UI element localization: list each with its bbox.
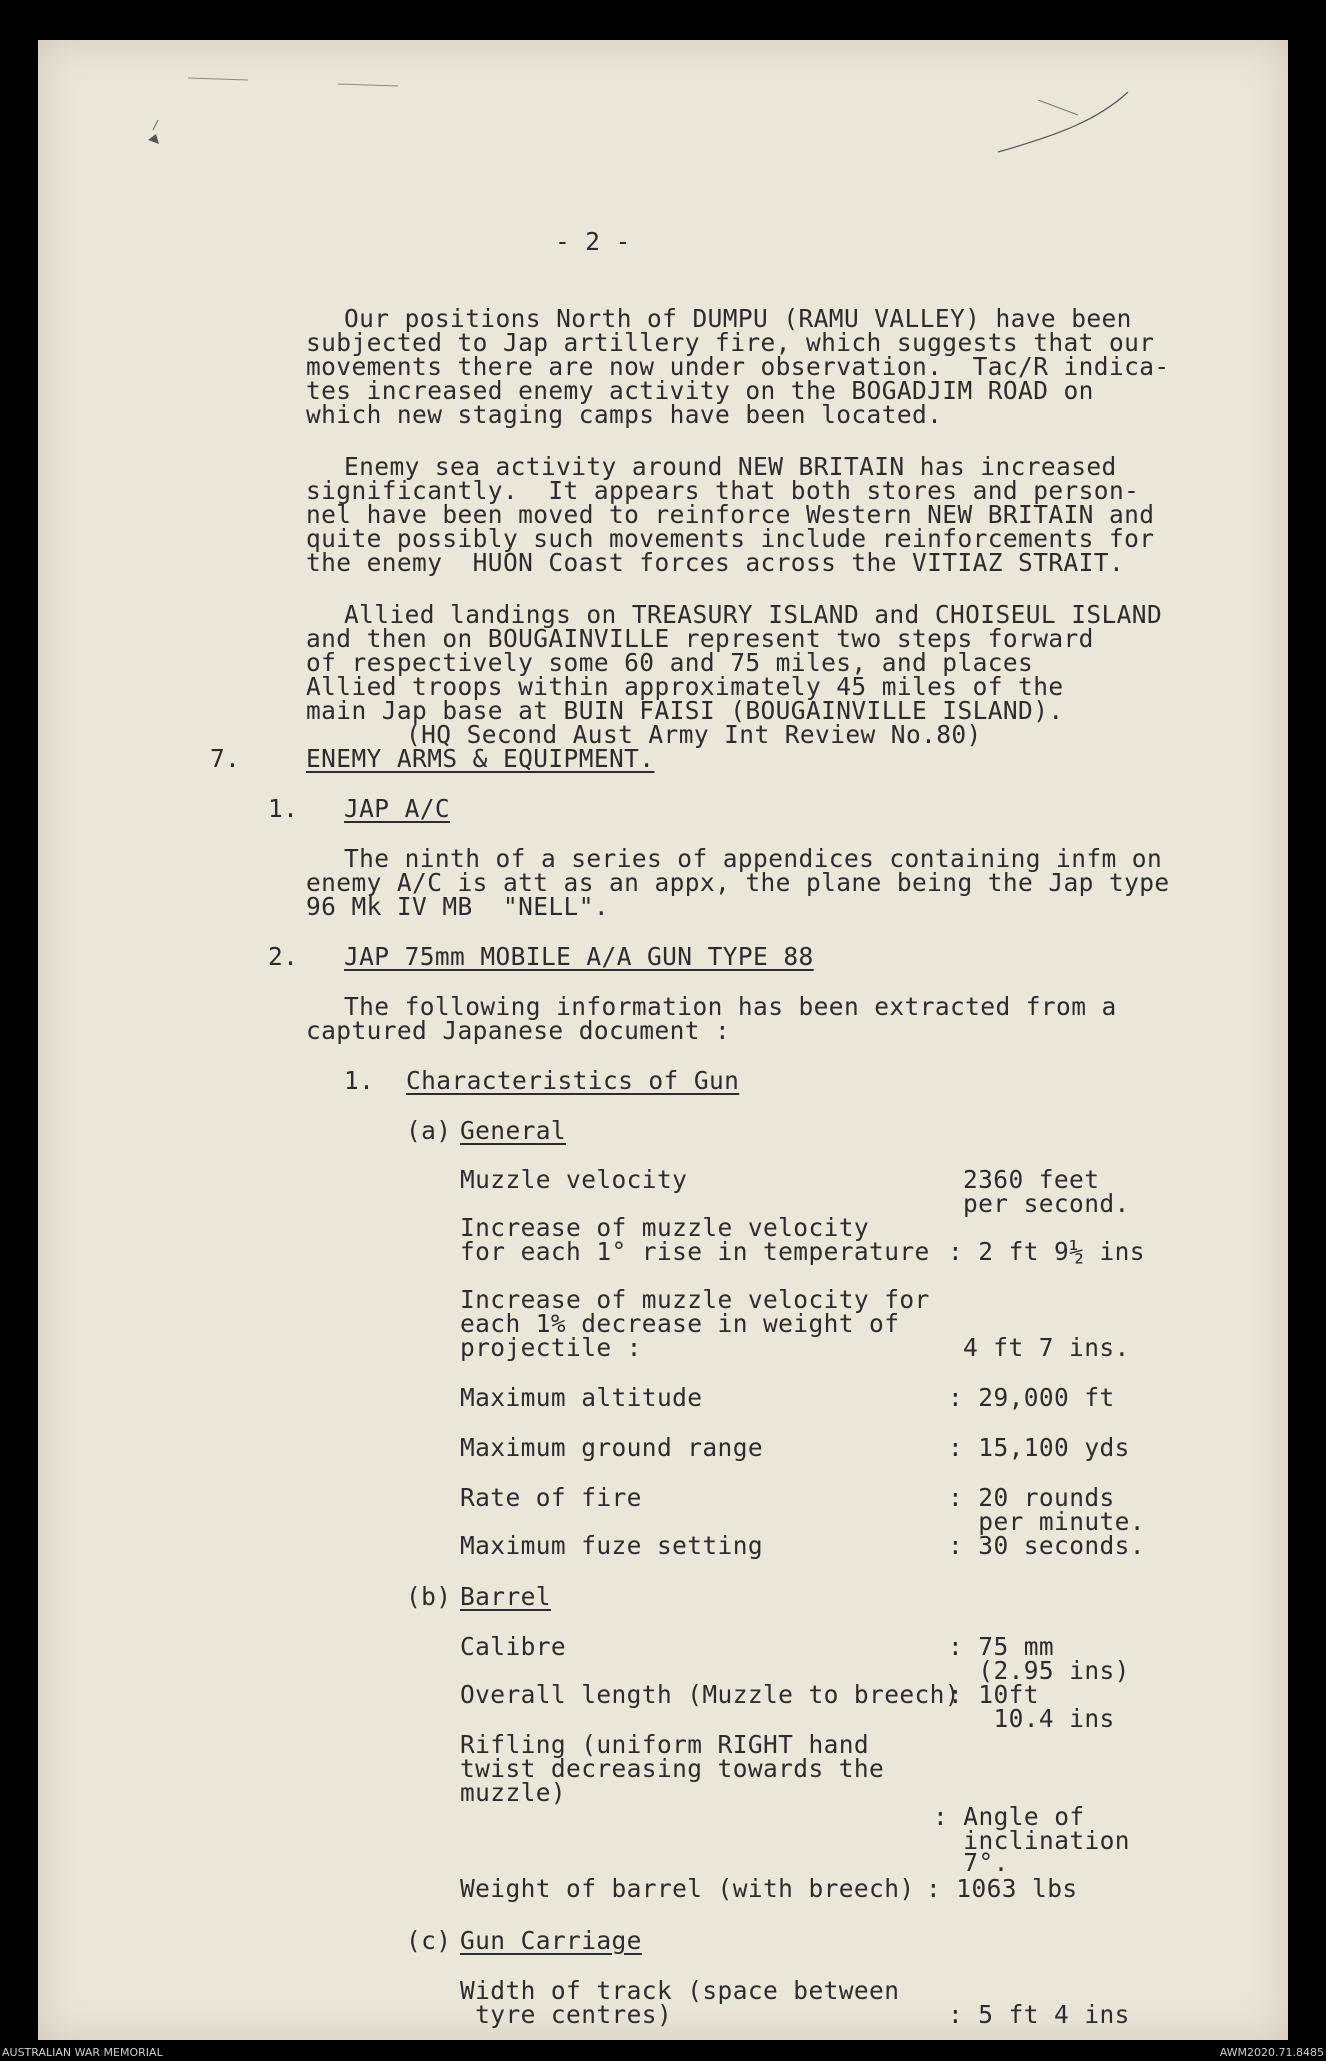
spec-value: : 75 mm [948, 1632, 1055, 1661]
item1-line: The ninth of a series of appendices containing infm on [344, 844, 1163, 873]
spec-label: Weight of barrel (with breech) [460, 1874, 915, 1903]
spec-value: (2.95 ins) [948, 1656, 1130, 1685]
subsection-label: (b) [406, 1582, 452, 1611]
subitem-title: Characteristics of Gun [406, 1066, 740, 1095]
para1-line: Our positions North of DUMPU (RAMU VALLEY) have been [344, 304, 1132, 333]
spec-label: Maximum altitude [460, 1383, 703, 1412]
para1-line: movements there are now under observation. Tac/R indica- [306, 352, 1170, 381]
para1-line: subjected to Jap artillery fire, which suggests that our [306, 328, 1155, 357]
spec-value: : 20 rounds [948, 1483, 1115, 1512]
para3-line: Allied troops within approximately 45 miles of the [306, 672, 1064, 701]
subsection-title: Gun Carriage [460, 1926, 642, 1955]
para1-line: tes increased enemy activity on the BOGADJIM ROAD on [306, 376, 1094, 405]
spec-label: tyre centres) [460, 2000, 673, 2029]
item-title: JAP 75mm MOBILE A/A GUN TYPE 88 [344, 942, 814, 971]
spec-label: Maximum fuze setting [460, 1531, 764, 1560]
item-number: 2. [268, 942, 299, 971]
para2-line: the enemy HUON Coast forces across the VITIAZ STRAIT. [306, 548, 1125, 577]
para2-line: significantly. It appears that both stores and person- [306, 476, 1140, 505]
subitem-number: 1. [344, 1066, 375, 1095]
spec-label: Maximum ground range [460, 1433, 764, 1462]
spec-label: for each 1° rise in temperature [460, 1237, 930, 1266]
spec-label: Muzzle velocity [460, 1165, 688, 1194]
spec-value: : 5 ft 4 ins [948, 2000, 1130, 2029]
spec-label: Increase of muzzle velocity for [460, 1285, 930, 1314]
spec-value: : 29,000 ft [948, 1383, 1115, 1412]
para3-line: Allied landings on TREASURY ISLAND and CHOISEUL ISLAND [344, 600, 1163, 629]
spec-label: each 1% decrease in weight of [460, 1309, 900, 1338]
page-number: - 2 - [555, 227, 631, 256]
spec-value: : 15,100 yds [948, 1433, 1130, 1462]
spec-value: : 30 seconds. [948, 1531, 1145, 1560]
spec-value: per minute. [948, 1507, 1145, 1536]
item1-line: 96 Mk IV MB "NELL". [306, 892, 610, 921]
spec-value: : 10ft [948, 1680, 1039, 1709]
spec-value: : 2 ft 9½ ins [948, 1237, 1145, 1266]
section-number: 7. [210, 744, 241, 773]
footer-right: AWM2020.71.8485 [1219, 2046, 1324, 2059]
spec-value: 7°. [933, 1848, 1009, 1877]
section-title: ENEMY ARMS & EQUIPMENT. [306, 744, 655, 773]
subsection-title: General [460, 1116, 567, 1145]
spec-value: 2360 feet [963, 1165, 1100, 1194]
para3-line: of respectively some 60 and 75 miles, and places [306, 648, 1034, 677]
spec-label: twist decreasing towards the [460, 1754, 885, 1783]
subsection-label: (a) [406, 1116, 452, 1145]
item-number: 1. [268, 794, 299, 823]
spec-value: inclination [933, 1826, 1130, 1855]
para1-line: which new staging camps have been located. [306, 400, 943, 429]
para2-line: quite possibly such movements include reinforcements for [306, 524, 1155, 553]
subsection-label: (c) [406, 1926, 452, 1955]
spec-label: Overall length (Muzzle to breech) [460, 1680, 960, 1709]
item2-line: captured Japanese document : [306, 1016, 731, 1045]
document-page [38, 40, 1288, 2040]
source-citation: (HQ Second Aust Army Int Review No.80) [406, 720, 982, 749]
spec-value: 4 ft 7 ins. [963, 1333, 1130, 1362]
item2-line: The following information has been extracted from a [344, 992, 1117, 1021]
subsection-title: Barrel [460, 1582, 551, 1611]
pencil-mark [38, 40, 1288, 240]
para3-line: main Jap base at BUIN FAISI (BOUGAINVILLE ISLAND). [306, 696, 1064, 725]
para3-line: and then on BOUGAINVILLE represent two steps forward [306, 624, 1094, 653]
spec-label: Increase of muzzle velocity [460, 1213, 870, 1242]
spec-label: projectile : [460, 1333, 642, 1362]
spec-label: Width of track (space between [460, 1976, 900, 2005]
item1-line: enemy A/C is att as an appx, the plane being the Jap type [306, 868, 1170, 897]
spec-value: : Angle of [933, 1802, 1085, 1831]
spec-value: 10.4 ins [948, 1704, 1115, 1733]
footer-left: AUSTRALIAN WAR MEMORIAL [2, 2046, 163, 2059]
para2-line: nel have been moved to reinforce Western NEW BRITAIN and [306, 500, 1155, 529]
spec-label: muzzle) [460, 1778, 567, 1807]
spec-label: Rate of fire [460, 1483, 642, 1512]
para2-line: Enemy sea activity around NEW BRITAIN has increased [344, 452, 1117, 481]
item-title: JAP A/C [344, 794, 451, 823]
spec-label: Rifling (uniform RIGHT hand [460, 1730, 870, 1759]
spec-value: : 1063 lbs [926, 1874, 1078, 1903]
spec-label: Calibre [460, 1632, 567, 1661]
spec-value: per second. [963, 1189, 1130, 1218]
